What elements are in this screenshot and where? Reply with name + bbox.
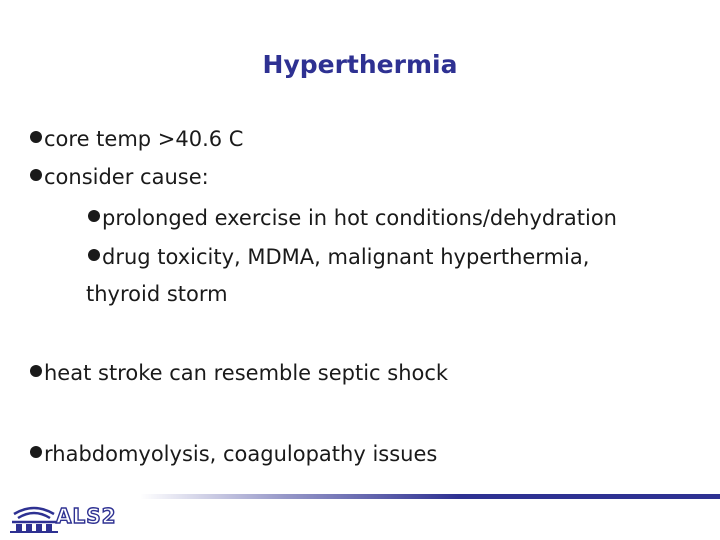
bullet-text: prolonged exercise in hot conditions/dehydration	[102, 206, 617, 230]
logo-text: ALS2	[56, 504, 117, 528]
slide-title: Hyperthermia	[262, 50, 458, 79]
bullet-dot-icon	[88, 249, 100, 261]
bullet-dot-icon	[30, 131, 42, 143]
bullet-text: heat stroke can resemble septic shock	[44, 361, 449, 385]
bullet-dot-icon	[30, 365, 42, 377]
bullet-item	[30, 163, 209, 191]
bullet-item	[30, 125, 243, 153]
bullet-dot-icon	[30, 169, 42, 181]
bullet-dot-icon	[30, 446, 42, 458]
bullet-continuation: thyroid storm	[86, 282, 228, 306]
bullet-item	[30, 359, 448, 387]
bullet-dot-icon	[88, 210, 100, 222]
sub-bullet-item	[88, 243, 589, 271]
bullet-text: drug toxicity, MDMA, malignant hyperthermia,	[102, 245, 590, 269]
bullet-text: consider cause:	[44, 165, 209, 189]
bullet-item	[30, 440, 437, 468]
footer-divider	[140, 494, 720, 499]
sub-bullet-item	[88, 204, 617, 232]
bullet-text: core temp >40.6 C	[44, 127, 244, 151]
bullet-text: rhabdomyolysis, coagulopathy issues	[44, 442, 438, 466]
